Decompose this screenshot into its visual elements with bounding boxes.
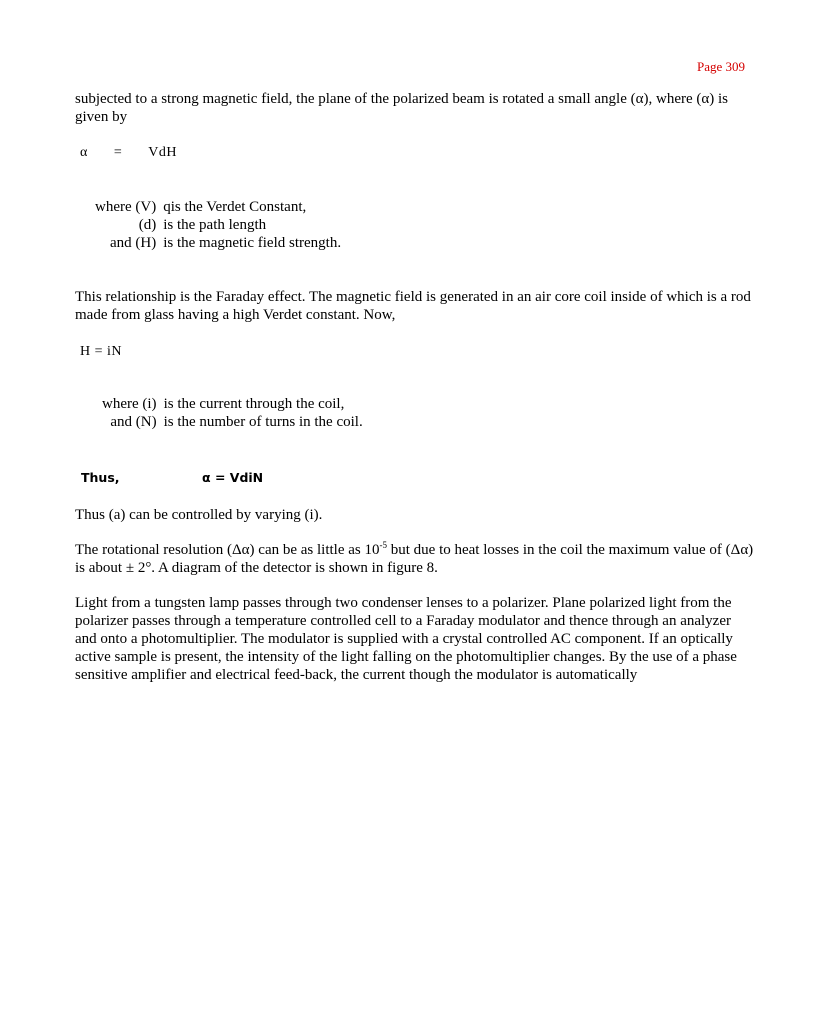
resolution-text-part1: The rotational resolution (Δα) can be as little as 10 [75, 542, 380, 558]
equation-alpha-vdh [80, 144, 177, 162]
resolution-text-part2: but due to heat losses in the coil the maximum value of (Δα) is about ± 2°. A diagram of the detector is shown in figure 8. [75, 542, 754, 576]
equation-thus-label: Thus, [81, 470, 120, 485]
definition-desc: is the current through the coil, [163, 396, 345, 412]
equation-expression: α = VdiN [202, 470, 264, 485]
paragraph-rotational-resolution [75, 541, 765, 577]
equation-operator: = [113, 145, 123, 160]
definition-symbol: and (N) [110, 414, 157, 430]
definitions-list-2 [102, 395, 363, 431]
resolution-exponent: -5 [379, 540, 387, 550]
equation-lhs: α [80, 145, 88, 160]
equation-alpha-vdin [81, 469, 481, 487]
definition-symbol: (d) [138, 217, 157, 233]
paragraph-controlled-by-current: Thus (a) can be controlled by varying (i). [75, 507, 323, 523]
definitions-list-1 [95, 198, 341, 252]
definition-desc: is the magnetic field strength. [163, 235, 342, 251]
paragraph-detector-description: Light from a tungsten lamp passes through two condenser lenses to a polarizer. Plane polarized light from the polarizer passes through a temperature controlled cell to a Faraday modulator and thence through an analyzer and onto a photomultiplier. The modulator is supplied with a crystal controlled AC component. If an optically active sample is present, the intensity of the light falling on the photomultiplier changes. By the use of a phase sensitive amplifier and electrical feed-back, the current though the modulator is automatically [75, 595, 737, 683]
definition-symbol: and (H) [109, 235, 157, 251]
page-number: Page 309 [697, 59, 746, 74]
definition-desc: is the path length [163, 217, 267, 233]
equation-h-in: H = iN [80, 344, 123, 359]
definition-row [95, 198, 341, 216]
paragraph-intro: subjected to a strong magnetic field, the plane of the polarized beam is rotated a small angle (α), where (α) is given by [75, 91, 728, 125]
definition-row [102, 395, 363, 413]
definition-desc: is the number of turns in the coil. [163, 414, 363, 430]
definition-symbol: where (V) [95, 199, 157, 215]
definition-desc: qis the Verdet Constant, [163, 199, 307, 215]
equation-rhs: VdH [148, 145, 177, 160]
definition-row [95, 216, 341, 234]
definition-row [102, 413, 363, 431]
paragraph-faraday-effect: This relationship is the Faraday effect. The magnetic field is generated in an air core coil inside of which is a rod made from glass having a high Verdet constant. Now, [75, 289, 751, 323]
definition-row [95, 234, 341, 252]
definition-symbol: where (i) [102, 396, 157, 412]
